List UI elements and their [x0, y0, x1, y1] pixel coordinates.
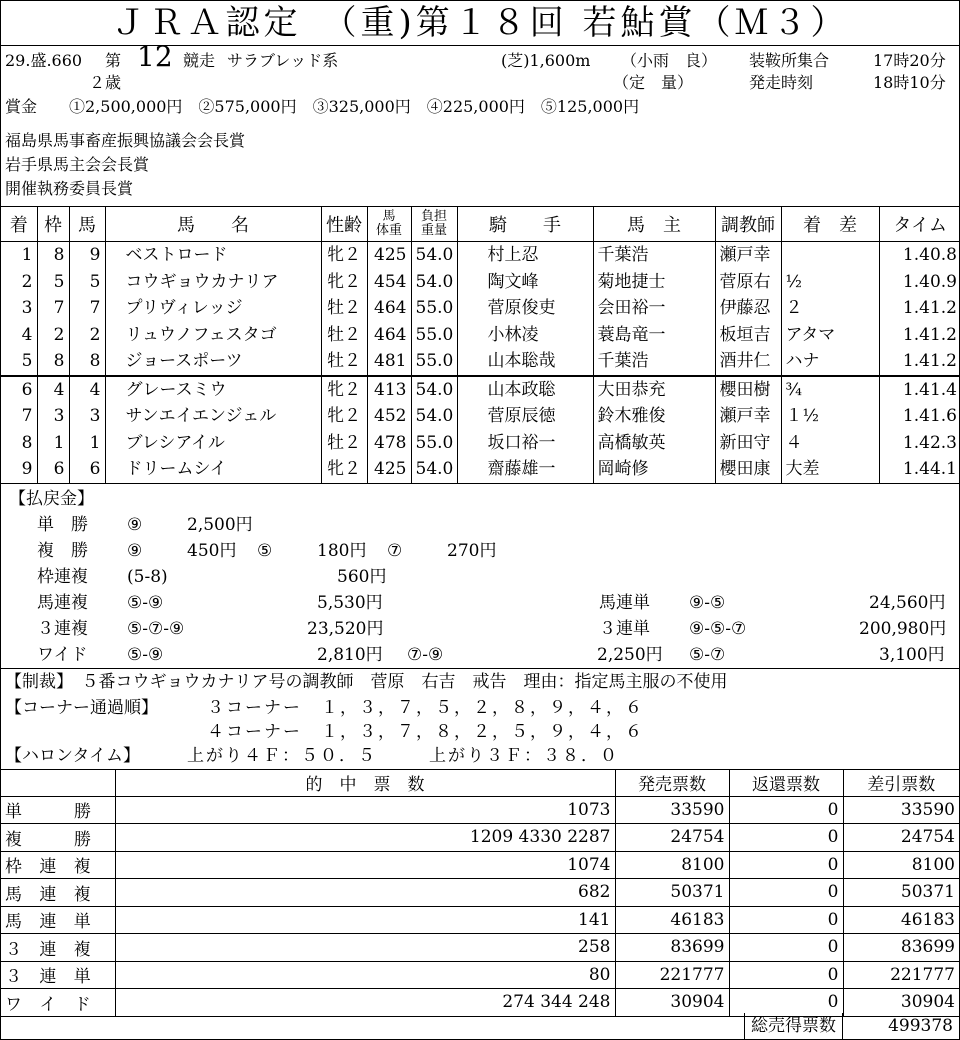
votes-refund: 0 — [729, 961, 843, 989]
result-jockey: 小林凌 — [457, 322, 593, 349]
col-name: 馬 名 — [105, 207, 321, 242]
result-time: 1.41.4 — [879, 376, 960, 404]
santan-num: ⑨-⑤-⑦ — [689, 618, 747, 639]
votes-row — [1, 879, 959, 907]
result-time: 1.42.3 — [879, 430, 960, 457]
result-weight: 452 — [367, 403, 411, 430]
result-burden: 54.0 — [411, 376, 457, 404]
votes-row — [1, 851, 959, 879]
votes-hit: 1209 4330 2287 — [115, 824, 615, 852]
result-sex-age: 牡２ — [321, 295, 367, 322]
fukusho-amount-3: 270円 — [447, 540, 497, 561]
votes-col-net: 差引票数 — [843, 770, 959, 797]
result-frame: 3 — [37, 403, 69, 430]
award-1: 福島県馬事畜産振興協議会会長賞 — [5, 131, 246, 150]
tansho-amount: 2,500円 — [187, 514, 253, 535]
fukusho-num-2: ⑤ — [257, 540, 273, 561]
result-margin — [781, 242, 879, 269]
col-trainer: 調教師 — [715, 207, 781, 242]
col-burden: 負担 重量 — [411, 207, 457, 242]
votes-type: ワ イ ド — [1, 989, 115, 1017]
result-jockey: 菅原辰徳 — [457, 403, 593, 430]
votes-type: 単 勝 — [1, 796, 115, 824]
result-time: 1.41.2 — [879, 322, 960, 349]
result-margin: 大差 — [781, 456, 879, 483]
result-name: コウギョウカナリア — [105, 269, 321, 296]
result-row — [1, 295, 960, 322]
result-burden: 55.0 — [411, 322, 457, 349]
votes-row — [1, 906, 959, 934]
votes-row — [1, 824, 959, 852]
result-trainer: 菅原右 — [715, 269, 781, 296]
votes-row — [1, 989, 959, 1017]
result-num: 5 — [69, 269, 105, 296]
result-rank: 3 — [1, 295, 37, 322]
result-sex-age: 牡２ — [321, 348, 367, 376]
result-frame: 8 — [37, 242, 69, 269]
sanction-note: 【制裁】 ５番コウギョウカナリア号の調教師 菅原 右吉 戒告 理由：指定馬主服の不使用 — [5, 671, 728, 692]
wakuren-label: 枠連複 — [37, 566, 88, 587]
votes-net: 8100 — [843, 851, 959, 879]
votes-type: ３ 連 単 — [1, 961, 115, 989]
result-num: 4 — [69, 376, 105, 404]
sanren-amount: 23,520円 — [307, 618, 384, 639]
votes-table — [1, 770, 959, 1017]
votes-type: 枠 連 複 — [1, 851, 115, 879]
col-owner: 馬 主 — [593, 207, 715, 242]
last-4f: 上がり４Ｆ：５０．５ — [187, 745, 377, 766]
votes-sold: 8100 — [615, 851, 729, 879]
result-margin: １½ — [781, 403, 879, 430]
votes-hit: 141 — [115, 906, 615, 934]
result-owner: 大田恭充 — [593, 376, 715, 404]
result-name: ジョースポーツ — [105, 348, 321, 376]
gather-time: 17時20分 — [873, 51, 946, 70]
result-row — [1, 242, 960, 269]
wide-amount-2: 2,250円 — [597, 644, 663, 665]
total-label: 総売得票数 — [744, 1013, 842, 1039]
wide-amount-1: 2,810円 — [317, 644, 383, 665]
tansho-label: 単 勝 — [37, 514, 88, 535]
votes-sold: 30904 — [615, 989, 729, 1017]
total-value: 499378 — [842, 1013, 959, 1039]
votes-net: 33590 — [843, 796, 959, 824]
result-num: 7 — [69, 295, 105, 322]
result-sex-age: 牝２ — [321, 403, 367, 430]
col-weight: 馬 体重 — [367, 207, 411, 242]
votes-col-hit: 的 中 票 数 — [115, 770, 615, 797]
votes-col-type — [1, 770, 115, 797]
result-name: ブレシアイル — [105, 430, 321, 457]
fukusho-amount-1: 450円 — [187, 540, 237, 561]
award-3: 開催執務委員長賞 — [5, 179, 134, 198]
result-name: プリヴィレッジ — [105, 295, 321, 322]
santan-amount: 200,980円 — [859, 618, 947, 639]
prize-money: 賞金 ①2,500,000円 ②575,000円 ③325,000円 ④225,000円 ⑤125,000円 — [5, 97, 640, 116]
meeting-code: 29.盛.660 — [5, 51, 83, 70]
sanren-label: ３連複 — [37, 618, 88, 639]
result-burden: 54.0 — [411, 242, 457, 269]
result-rank: 8 — [1, 430, 37, 457]
result-weight: 464 — [367, 295, 411, 322]
votes-col-sold: 発売票数 — [615, 770, 729, 797]
tansho-num: ⑨ — [127, 514, 143, 535]
race-no-prefix: 第 — [105, 51, 122, 70]
start-time: 18時10分 — [873, 73, 946, 92]
votes-refund: 0 — [729, 934, 843, 962]
result-burden: 55.0 — [411, 348, 457, 376]
result-margin: ２ — [781, 295, 879, 322]
result-time: 1.40.9 — [879, 269, 960, 296]
col-frame: 枠 — [37, 207, 69, 242]
wide-num-1: ⑤-⑨ — [127, 644, 164, 665]
result-trainer: 新田守 — [715, 430, 781, 457]
result-owner: 会田裕一 — [593, 295, 715, 322]
weight-rule: （定 量） — [613, 73, 694, 92]
votes-hit: 1074 — [115, 851, 615, 879]
votes-row — [1, 961, 959, 989]
total-sales — [744, 1013, 959, 1039]
result-frame: 7 — [37, 295, 69, 322]
fukusho-amount-2: 180円 — [317, 540, 367, 561]
umaren-amount: 5,530円 — [317, 592, 383, 613]
result-sex-age: 牝２ — [321, 376, 367, 404]
result-num: 3 — [69, 403, 105, 430]
result-margin: ハナ — [781, 348, 879, 376]
votes-net: 24754 — [843, 824, 959, 852]
umatan-label: 馬連単 — [599, 592, 650, 613]
age-class: ２歳 — [89, 73, 122, 92]
votes-refund: 0 — [729, 851, 843, 879]
result-row — [1, 430, 960, 457]
result-burden: 54.0 — [411, 269, 457, 296]
result-time: 1.40.8 — [879, 242, 960, 269]
votes-refund: 0 — [729, 824, 843, 852]
umatan-num: ⑨-⑤ — [689, 592, 726, 613]
result-weight: 454 — [367, 269, 411, 296]
result-name: ドリームシイ — [105, 456, 321, 483]
result-time: 1.41.6 — [879, 403, 960, 430]
result-weight: 478 — [367, 430, 411, 457]
votes-row — [1, 934, 959, 962]
votes-type: 複 勝 — [1, 824, 115, 852]
result-margin: ¾ — [781, 376, 879, 404]
results-header — [1, 207, 960, 242]
race-no-suffix: 競走 — [183, 51, 216, 70]
result-name: サンエイエンジェル — [105, 403, 321, 430]
wide-num-3: ⑤-⑦ — [689, 644, 726, 665]
result-owner: 千葉浩 — [593, 348, 715, 376]
result-row — [1, 376, 960, 404]
votes-refund: 0 — [729, 989, 843, 1017]
race-number: 12 — [137, 40, 173, 73]
wide-label: ワイド — [37, 644, 88, 665]
result-jockey: 陶文峰 — [457, 269, 593, 296]
votes-hit: 258 — [115, 934, 615, 962]
result-row — [1, 322, 960, 349]
votes-refund: 0 — [729, 796, 843, 824]
result-sex-age: 牡２ — [321, 430, 367, 457]
result-jockey: 村上忍 — [457, 242, 593, 269]
sanren-num: ⑤-⑦-⑨ — [127, 618, 185, 639]
result-num: 1 — [69, 430, 105, 457]
notes-section — [1, 669, 959, 770]
breed: サラブレッド系 — [227, 51, 339, 70]
fukusho-num-1: ⑨ — [127, 540, 143, 561]
result-frame: 6 — [37, 456, 69, 483]
votes-sold: 83699 — [615, 934, 729, 962]
result-weight: 413 — [367, 376, 411, 404]
payout-heading: 【払戻金】 — [9, 488, 94, 509]
furlong-label: 【ハロンタイム】 — [5, 745, 140, 766]
votes-net: 46183 — [843, 906, 959, 934]
result-burden: 54.0 — [411, 456, 457, 483]
result-owner: 高橋敏英 — [593, 430, 715, 457]
fukusho-label: 複 勝 — [37, 540, 88, 561]
result-sex-age: 牝２ — [321, 456, 367, 483]
award-2: 岩手県馬主会会長賞 — [5, 155, 150, 174]
result-rank: 6 — [1, 376, 37, 404]
last-3f: 上がり３Ｆ：３８．０ — [429, 745, 619, 766]
result-num: 2 — [69, 322, 105, 349]
col-time: タイム — [879, 207, 960, 242]
result-row — [1, 403, 960, 430]
race-title: ＪＲＡ認定 （重)第１８回 若鮎賞（Ｍ３） — [1, 1, 959, 46]
col-num: 馬 — [69, 207, 105, 242]
result-rank: 9 — [1, 456, 37, 483]
votes-type: 馬 連 単 — [1, 906, 115, 934]
result-row — [1, 269, 960, 296]
col-rank: 着 — [1, 207, 37, 242]
result-trainer: 櫻田樹 — [715, 376, 781, 404]
votes-net: 30904 — [843, 989, 959, 1017]
result-frame: 2 — [37, 322, 69, 349]
result-name: ベストロード — [105, 242, 321, 269]
votes-header — [1, 770, 959, 797]
result-rank: 2 — [1, 269, 37, 296]
result-num: 6 — [69, 456, 105, 483]
result-rank: 5 — [1, 348, 37, 376]
umatan-amount: 24,560円 — [869, 592, 946, 613]
votes-hit: 80 — [115, 961, 615, 989]
votes-refund: 0 — [729, 906, 843, 934]
wide-amount-3: 3,100円 — [879, 644, 945, 665]
votes-col-refund: 返還票数 — [729, 770, 843, 797]
result-trainer: 瀬戸幸 — [715, 242, 781, 269]
result-trainer: 伊藤忍 — [715, 295, 781, 322]
result-burden: 55.0 — [411, 295, 457, 322]
votes-sold: 46183 — [615, 906, 729, 934]
result-jockey: 山本政聡 — [457, 376, 593, 404]
col-margin: 着 差 — [781, 207, 879, 242]
wakuren-num: (5-8) — [127, 566, 168, 587]
result-frame: 4 — [37, 376, 69, 404]
votes-sold: 24754 — [615, 824, 729, 852]
result-jockey: 菅原俊吏 — [457, 295, 593, 322]
start-label: 発走時刻 — [749, 73, 814, 92]
result-time: 1.44.1 — [879, 456, 960, 483]
gather-label: 装鞍所集合 — [749, 51, 830, 70]
result-weight: 425 — [367, 242, 411, 269]
result-burden: 54.0 — [411, 403, 457, 430]
result-jockey: 山本聡哉 — [457, 348, 593, 376]
result-jockey: 齋藤雄一 — [457, 456, 593, 483]
result-owner: 鈴木雅俊 — [593, 403, 715, 430]
result-owner: 岡崎修 — [593, 456, 715, 483]
votes-row — [1, 796, 959, 824]
result-margin: アタマ — [781, 322, 879, 349]
result-rank: 4 — [1, 322, 37, 349]
race-info — [1, 40, 959, 207]
course-distance: (芝)1,600m — [501, 51, 591, 70]
result-rank: 7 — [1, 403, 37, 430]
votes-sold: 221777 — [615, 961, 729, 989]
votes-refund: 0 — [729, 879, 843, 907]
result-weight: 481 — [367, 348, 411, 376]
result-trainer: 櫻田康 — [715, 456, 781, 483]
result-frame: 8 — [37, 348, 69, 376]
votes-hit: 682 — [115, 879, 615, 907]
result-row — [1, 348, 960, 376]
wakuren-amount: 560円 — [337, 566, 387, 587]
result-num: 8 — [69, 348, 105, 376]
result-owner: 菊地捷士 — [593, 269, 715, 296]
votes-net: 221777 — [843, 961, 959, 989]
votes-net: 50371 — [843, 879, 959, 907]
result-sex-age: 牡２ — [321, 322, 367, 349]
result-trainer: 板垣吉 — [715, 322, 781, 349]
result-sex-age: 牝２ — [321, 269, 367, 296]
result-weight: 464 — [367, 322, 411, 349]
result-margin: ½ — [781, 269, 879, 296]
votes-hit: 1073 — [115, 796, 615, 824]
wide-num-2: ⑦-⑨ — [407, 644, 444, 665]
result-frame: 1 — [37, 430, 69, 457]
votes-hit: 274 344 248 — [115, 989, 615, 1017]
corner-3-order: ３コーナー １，３，７，５，２，８，９，４，６ — [207, 697, 644, 718]
col-sex-age: 性齢 — [321, 207, 367, 242]
umaren-num: ⑤-⑨ — [127, 592, 164, 613]
votes-sold: 50371 — [615, 879, 729, 907]
weather-track: （小雨 良） — [621, 51, 718, 70]
result-name: リュウノフェスタゴ — [105, 322, 321, 349]
votes-type: 馬 連 複 — [1, 879, 115, 907]
result-trainer: 酒井仁 — [715, 348, 781, 376]
result-num: 9 — [69, 242, 105, 269]
santan-label: ３連単 — [599, 618, 650, 639]
result-frame: 5 — [37, 269, 69, 296]
result-burden: 55.0 — [411, 430, 457, 457]
result-trainer: 瀬戸幸 — [715, 403, 781, 430]
fukusho-num-3: ⑦ — [387, 540, 403, 561]
result-time: 1.41.2 — [879, 348, 960, 376]
corner-label: 【コーナー通過順】 — [5, 697, 158, 718]
result-row — [1, 456, 960, 483]
result-jockey: 坂口裕一 — [457, 430, 593, 457]
umaren-label: 馬連複 — [37, 592, 88, 613]
votes-type: ３ 連 複 — [1, 934, 115, 962]
payout-section — [1, 484, 959, 669]
result-sex-age: 牝２ — [321, 242, 367, 269]
result-rank: 1 — [1, 242, 37, 269]
result-owner: 千葉浩 — [593, 242, 715, 269]
votes-sold: 33590 — [615, 796, 729, 824]
result-weight: 425 — [367, 456, 411, 483]
corner-4-order: ４コーナー １，３，７，８，２，５，９，４，６ — [207, 721, 644, 742]
result-owner: 蓑島竜一 — [593, 322, 715, 349]
results-table — [1, 207, 960, 484]
result-name: グレースミウ — [105, 376, 321, 404]
col-jockey: 騎 手 — [457, 207, 593, 242]
votes-net: 83699 — [843, 934, 959, 962]
result-time: 1.41.2 — [879, 295, 960, 322]
result-margin: ４ — [781, 430, 879, 457]
